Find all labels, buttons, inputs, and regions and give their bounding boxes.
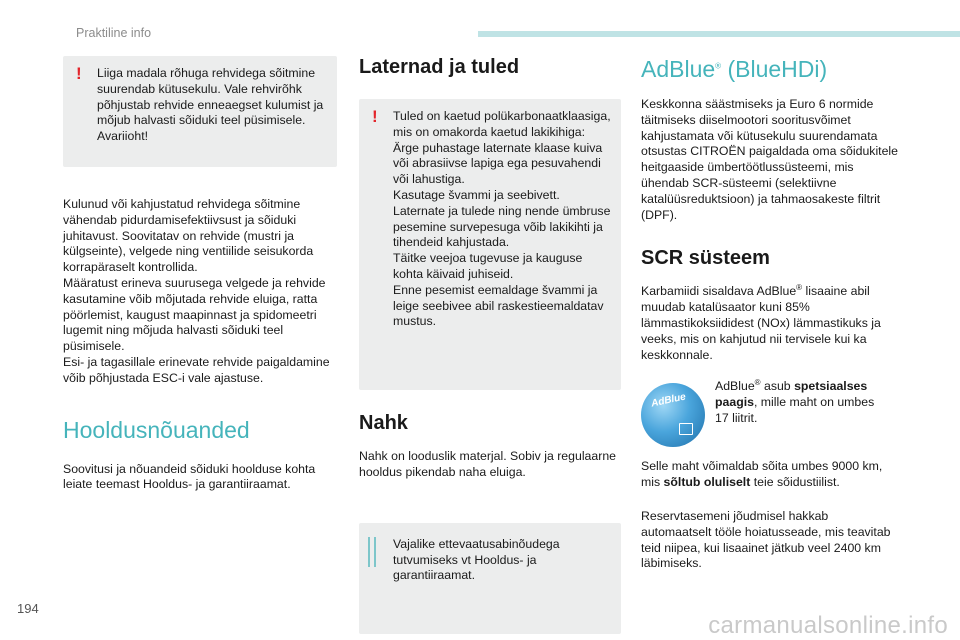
range-text-b: teie sõidustiilist. — [750, 475, 840, 490]
scr-sup: ® — [796, 283, 803, 293]
adblue-tank-icon — [641, 383, 705, 447]
tank-text-c: , mille maht on umbes 17 liitrit. — [715, 395, 875, 425]
watermark: carmanualsonline.info — [708, 612, 948, 639]
page-number: 194 — [17, 601, 39, 616]
warning-text: Liiga madala rõhuga rehvidega sõitmine suurendab kütusekulu. Vale rehvirõhk põhjustab rehvide enneaegset kulumist ja mõjub halvasti sõiduki teel püsimisele. Avariioht! — [97, 66, 324, 144]
header-section-title: Praktiline info — [76, 26, 152, 40]
heading-lights: Laternad ja tuled — [359, 56, 520, 78]
paragraph-scr — [641, 284, 899, 363]
column-left — [63, 56, 337, 493]
warn-line: Täitke veejoa tugevuse ja kauguse kohta käivaid juhiseid. — [393, 251, 583, 281]
tank-sup: ® — [754, 378, 761, 388]
warn-line: Laternate ja tulede ning nende ümbruse pesemine survepesuga võib lakikihti ja tihendeid kahjustada. — [393, 203, 611, 250]
scr-text-a: Karbamiidi sisaldava AdBlue — [641, 284, 797, 299]
range-text-a: Selle maht võimaldab sõita umbes 9000 km, mis — [641, 459, 883, 490]
warn-line: Ärge puhastage laternate klaase kuiva või abrasiivse lapiga ega pesuvahendi või lahustiga. — [393, 140, 603, 187]
warn-line: Kasutage švammi ja seebivett. — [393, 187, 560, 202]
adblue-tank-row — [641, 379, 899, 447]
paragraph-wheel-size: Määratust erineva suurusega velgede ja rehvide kasutamine võib mõjutada rehvide eluiga, ratta pöörlemist, kaugust maapinnast ja spidomeetri lugemit ning mõjuda halvasti sõiduki teel püsimisele. — [63, 275, 326, 354]
warn-line: Tuled on kaetud polükarbonaatklaasiga, mis on omakorda kaetud lakikihiga: — [393, 109, 611, 139]
scr-text-b: lisaaine abil muudab katalüsaator kuni 85% lämmastikoksiididest (NOx) lämmastikuks ja veeks, mis on kahjutud nii tervisele kui ka keskkonnale. — [641, 284, 881, 362]
column-right — [641, 56, 899, 572]
column-middle — [359, 56, 621, 634]
info-box-precautions — [359, 523, 621, 634]
heading-leather: Nahk — [359, 412, 408, 435]
adblue-icon-label: AdBlue — [650, 391, 687, 410]
paragraph-adblue-tank — [715, 379, 885, 426]
heading-scr: SCR süsteem — [641, 247, 770, 270]
warning-exclamation-icon: ! — [76, 64, 82, 83]
warning-box-tyre-pressure — [63, 56, 337, 167]
heading-adblue-rest: (BlueHDi) — [721, 56, 828, 82]
paragraph-emissions: Keskkonna säästmiseks ja Euro 6 normide täitmiseks diiselmootori sooritusvõimet kahjustamata või kütusekulu suurendamata otsustas CITROËN paigaldada oma sõidukitele heitgaaside ümbertöötlussüsteemi, mis ühendab SCR-süsteemi (selektiivne katalüüsreduktsioon) ja tahmaosakeste filtrit (DPF). — [641, 97, 898, 222]
paragraph-range — [641, 459, 899, 491]
heading-adblue-sup: ® — [715, 61, 722, 71]
info-bar-icon — [368, 537, 376, 567]
header-accent-bar — [478, 31, 960, 37]
heading-adblue — [641, 56, 899, 83]
tank-text-a: AdBlue — [715, 379, 755, 394]
paragraph-axle-tyres: Esi- ja tagasillale erinevate rehvide paigaldamine võib põhjustada ESC-i vale ajastuse. — [63, 354, 330, 385]
heading-maintenance-tips: Hooldusnõuanded — [63, 416, 250, 443]
paragraph-maintenance-reference: Soovitusi ja nõuandeid sõiduki hoolduse kohta leiate teemast Hooldus- ja garantiiraamat. — [63, 461, 316, 492]
range-text-bold: sõltub oluliselt — [663, 475, 751, 490]
paragraph-leather: Nahk on looduslik materjal. Sobiv ja regulaarne hooldus pikendab naha eluiga. — [359, 449, 617, 479]
warning-exclamation-icon: ! — [372, 107, 378, 126]
info-text: Vajalike ettevaatusabinõudega tutvumiseks vt Hooldus- ja garantiiraamat. — [393, 536, 560, 583]
paragraph-reserve: Reservtasemeni jõudmisel hakkab automaatselt tööle hoiatusseade, mis teavitab teid niipea, kui lisaainet jätkub veel 2400 km läbimiseks. — [641, 508, 891, 571]
pump-icon — [679, 423, 693, 435]
heading-adblue-main: AdBlue — [641, 56, 716, 82]
warn-line: Enne pesemist eemaldage švammi ja leige seebivee abil raskestieemaldatav mustus. — [393, 282, 604, 329]
paragraph-worn-tyres: Kulunud või kahjustatud rehvidega sõitmine vähendab pidurdamisefektiivsust ja sõiduki juhitavust. Soovitatav on rehvide (mustri ja külgseinte), velgede ning ventiilide seisukorda korrapäraselt kontrollida. — [63, 196, 314, 275]
tank-text-bold: spetsiaalses paagis — [715, 379, 868, 410]
warning-box-lights — [359, 99, 621, 390]
tank-text-b: asub — [760, 379, 795, 394]
